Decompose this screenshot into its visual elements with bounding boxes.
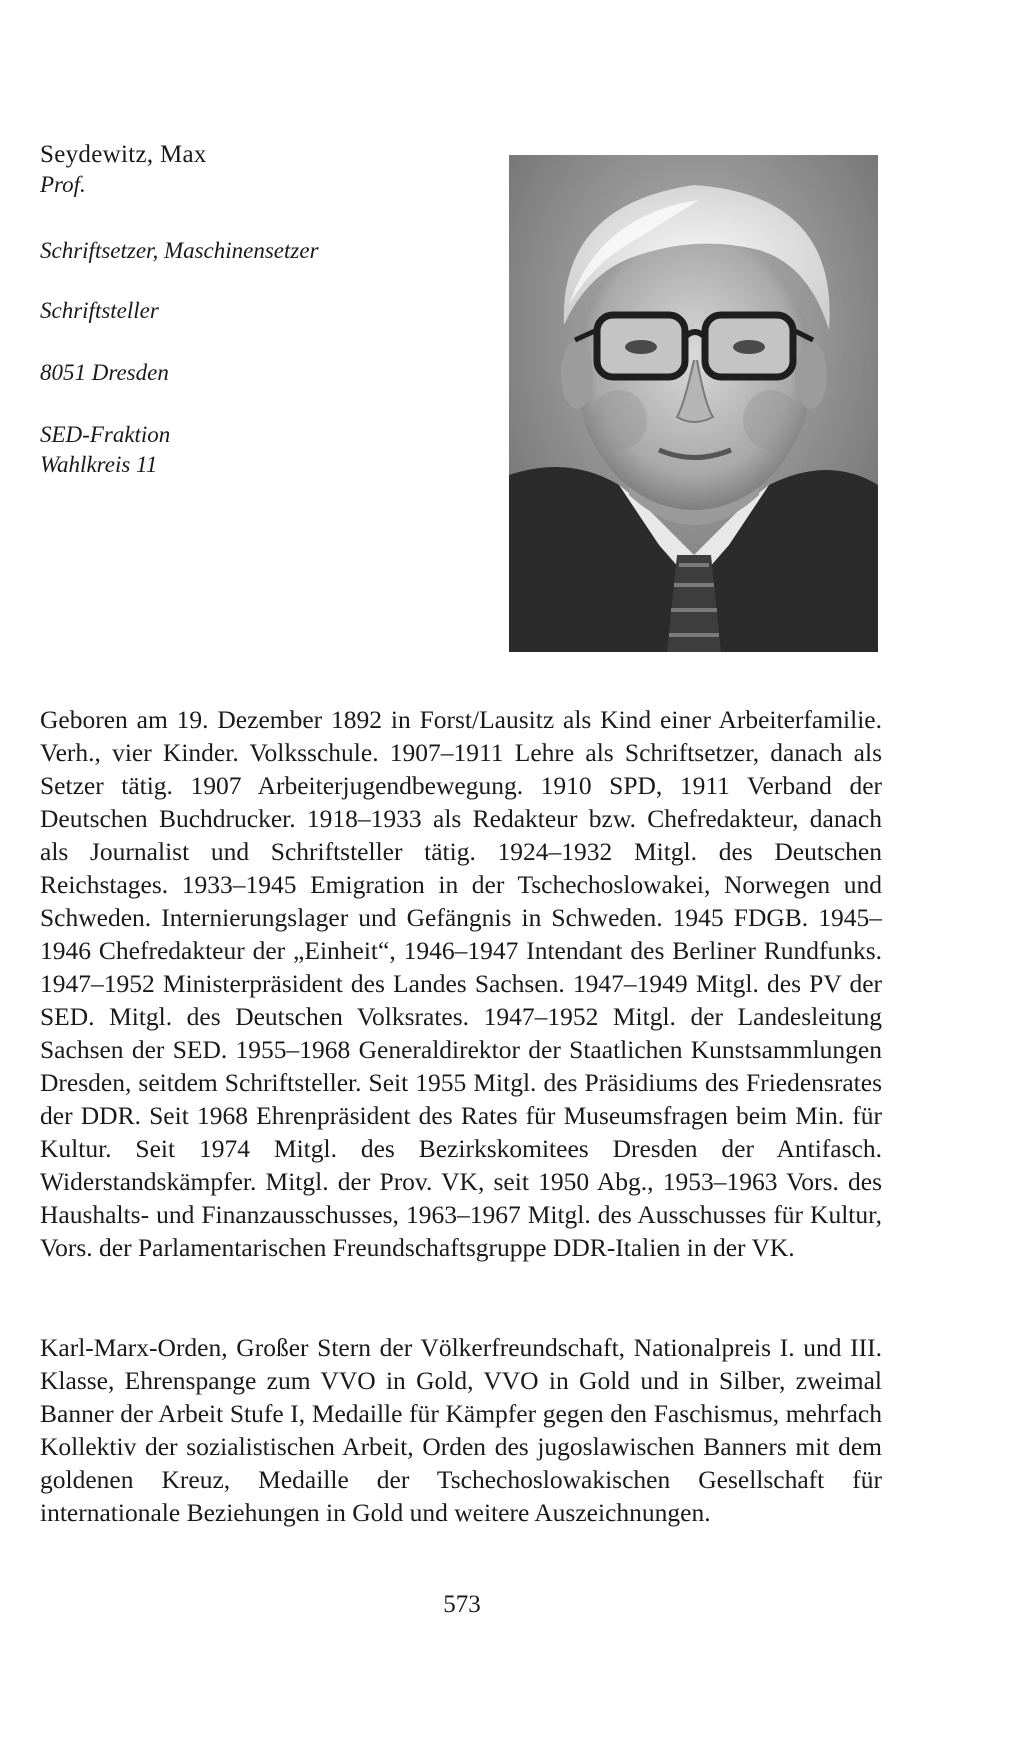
portrait-photo-icon [509, 155, 878, 652]
profession: Schriftsetzer, Maschinensetzer [40, 238, 319, 263]
parliamentary-faction: SED-Fraktion [40, 422, 171, 447]
address: 8051 Dresden [40, 360, 169, 385]
occupation: Schriftsteller [40, 298, 159, 323]
biography-text: Geboren am 19. Dezember 1892 in Forst/Lausitz als Kind einer Arbeiterfamilie. Verh., vier Kinder. Volksschule. 1907–1911 Lehre als Schriftsetzer, danach als Setzer tätig. 1907 Arbeiterjugendbewegung. 1910 SPD, 1911 Verband der Deutschen Buchdrucker. 1918–1933 als Redakteur bzw. Chefredakteur, danach als Journalist und Schriftsteller tätig. 1924–1932 Mitgl. des Deutschen Reichstages. 1933–1945 Emigration in der Tschechoslowakei, Norwegen und Schweden. Internierungslager und Gefängnis in Schweden. 1945 FDGB. 1945–1946 Chefredakteur der „Einheit“, 1946–1947 Intendant des Berliner Rundfunks. 1947–1952 Ministerpräsident des Landes Sachsen. 1947–1949 Mitgl. des PV der SED. Mitgl. des Deutschen Volksrates. 1947–1952 Mitgl. der Landesleitung Sachsen der SED. 1955–1968 Generaldirektor der Staatlichen Kunstsammlungen Dresden, seitdem Schriftsteller. Seit 1955 Mitgl. des Präsidiums des Friedensrates der DDR. Seit 1968 Ehrenpräsident des Rates für Museumsfragen beim Min. für Kultur. Seit 1974 Mitgl. des Bezirkskomitees Dresden der Antifasch. Widerstandskämpfer. Mitgl. der Prov. VK, seit 1950 Abg., 1953–1963 Vors. des Haushalts- und Finanzausschusses, 1963–1967 Mitgl. des Ausschusses für Kultur, Vors. der Parlamentarischen Freundschaftsgruppe DDR-Italien in der VK. [40, 705, 882, 1262]
page-number: 573 [443, 1591, 481, 1618]
electoral-district: Wahlkreis 11 [40, 452, 158, 477]
entry-header [40, 140, 500, 480]
portrait-photo [509, 155, 878, 652]
awards-text: Karl-Marx-Orden, Großer Stern der Völkerfreundschaft, Nationalpreis I. und III. Klasse, Ehrenspange zum VVO in Gold, VVO in Gold und in Silber, zweimal Banner der Arbeit Stufe I, Medaille für Kämpfer gegen den Faschismus, mehrfach Kollektiv der sozialistischen Arbeit, Orden des jugoslawischen Banners mit dem goldenen Kreuz, Medaille der Tschechoslowakischen Gesellschaft für internationale Beziehungen in Gold und weitere Auszeichnungen. [40, 1333, 882, 1527]
academic-title: Prof. [40, 172, 86, 197]
person-name: Seydewitz, Max [40, 141, 207, 168]
